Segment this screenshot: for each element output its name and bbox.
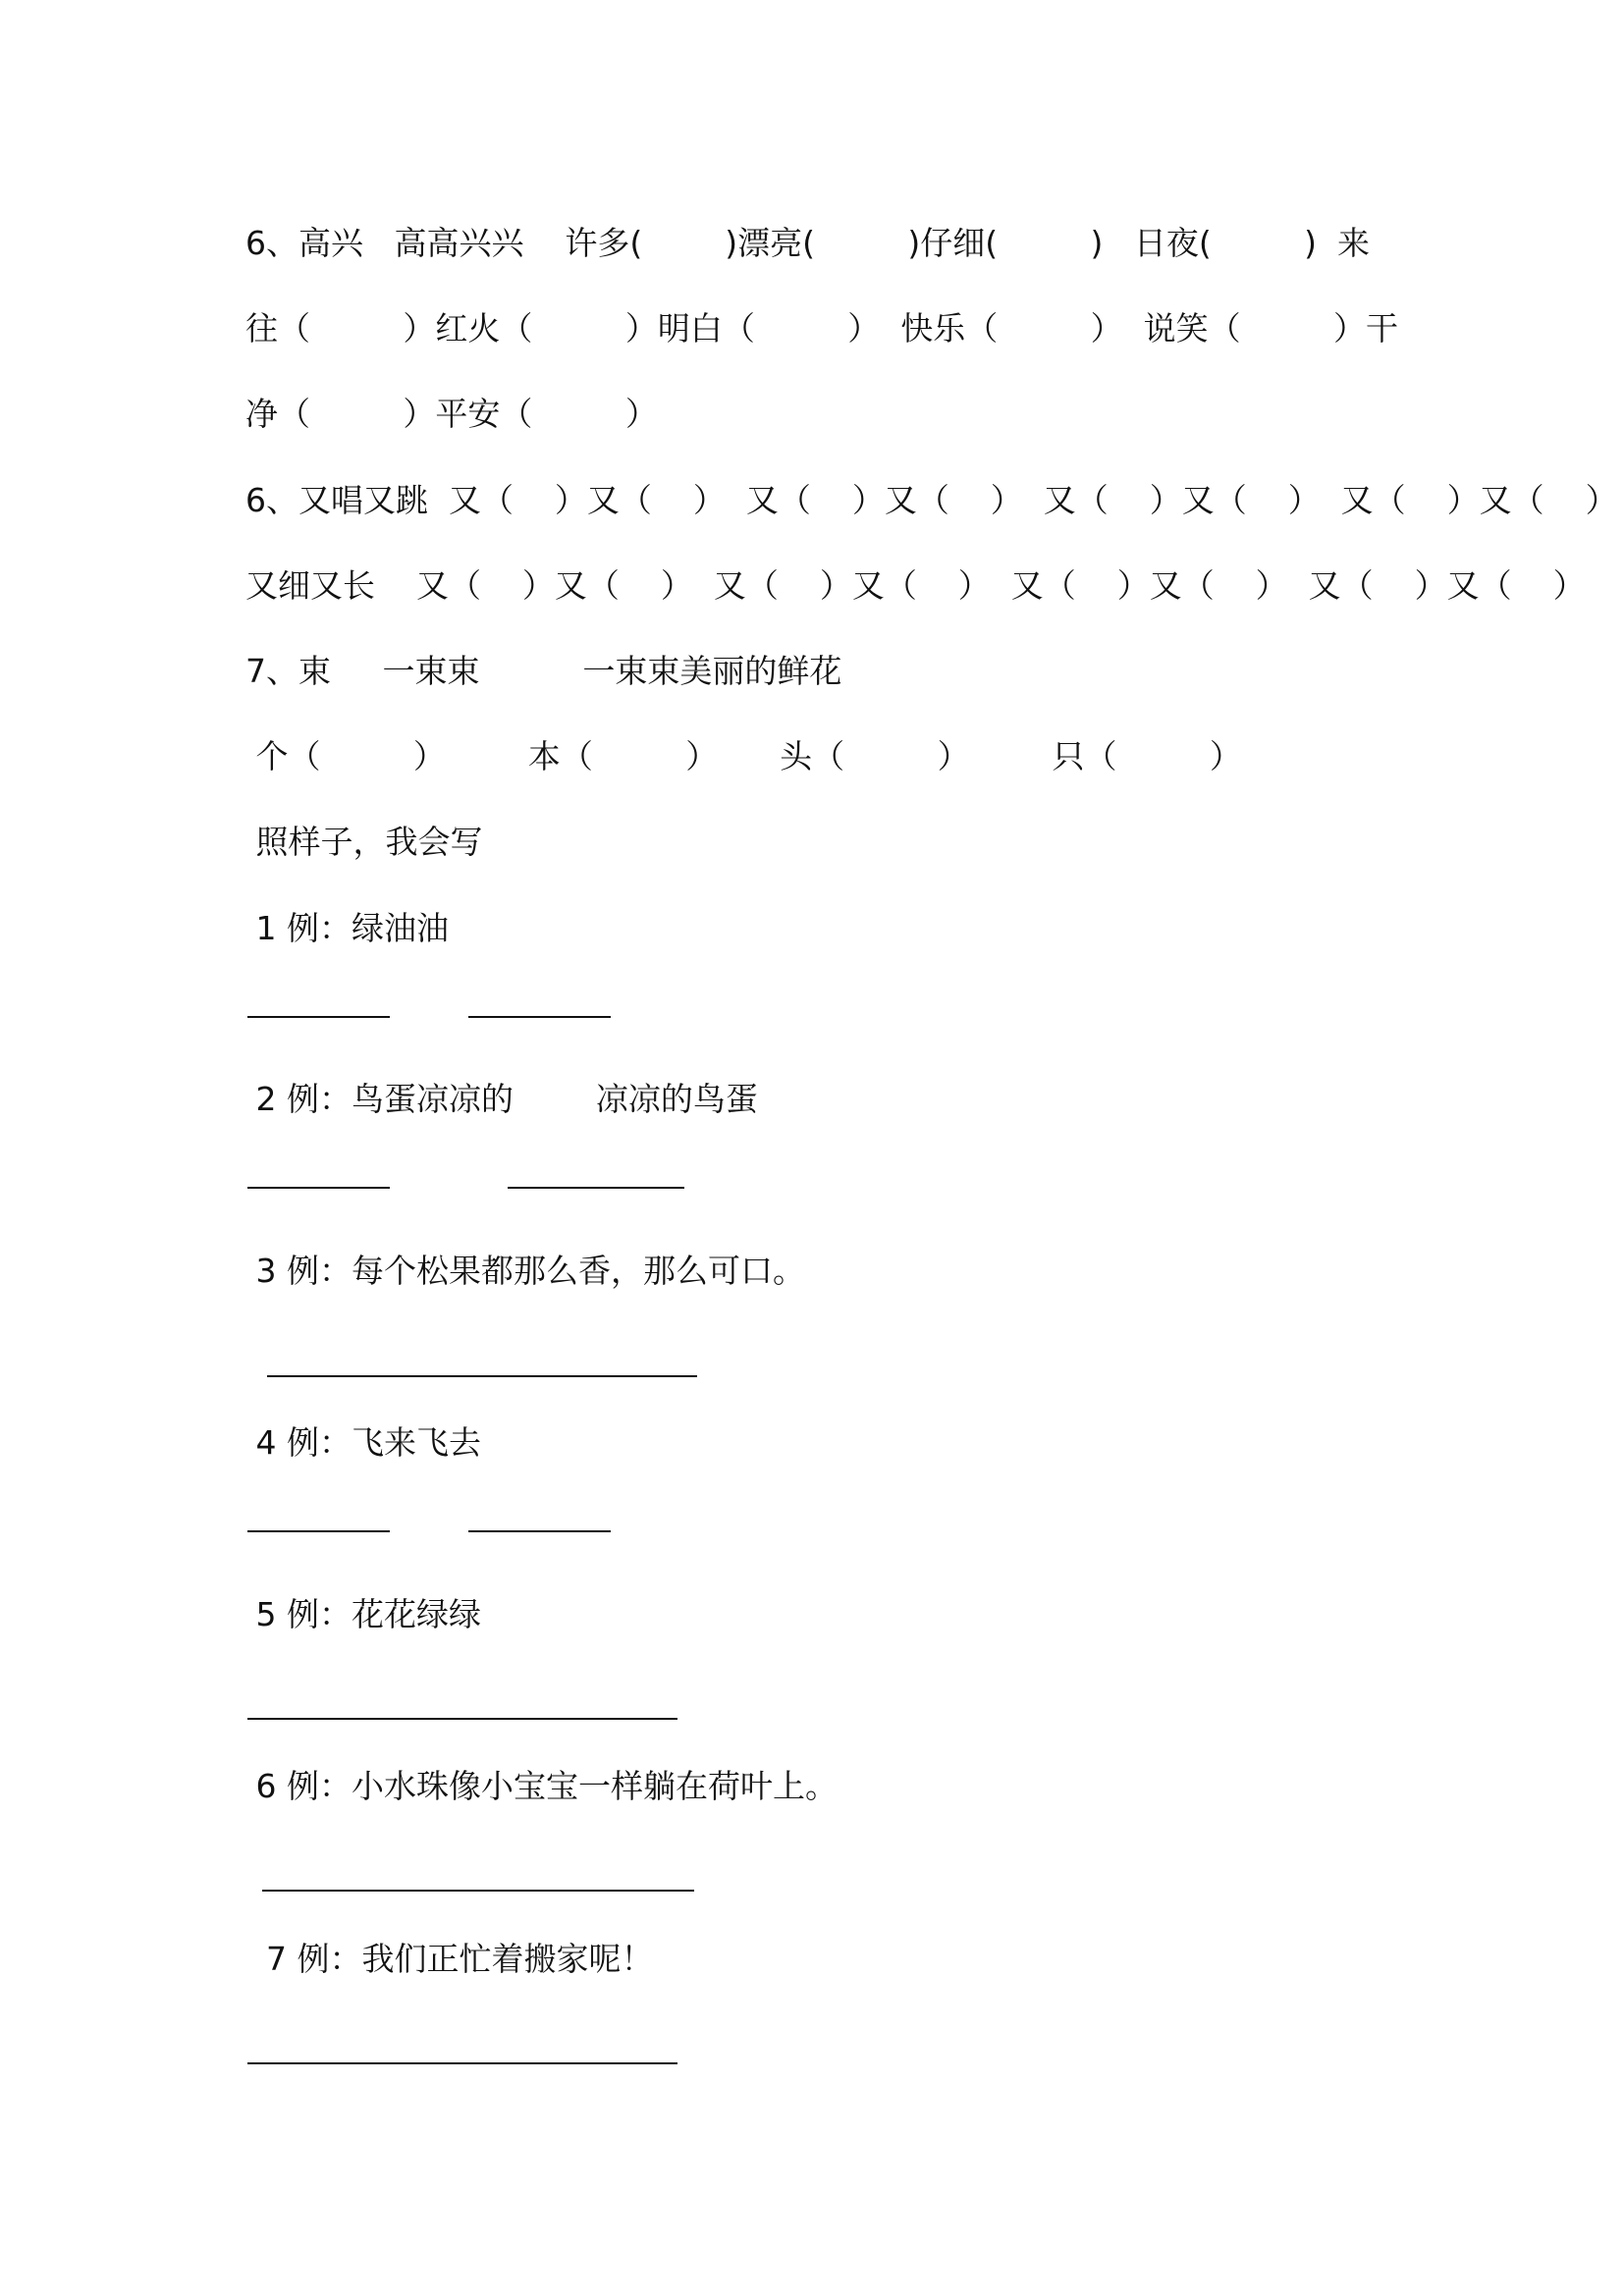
answer-blank-4b[interactable] — [468, 1530, 611, 1532]
you-you-exercise-line-1: 6、又唱又跳 又（ ）又（ ） 又（ ）又（ ） 又（ ）又（ ） 又（ ）又（ ） — [245, 481, 1618, 519]
example-4: 4 例：飞来飞去 — [245, 1423, 481, 1462]
reduplication-exercise-line-2: 往（ ）红火（ ）明白（ ） 快乐（ ） 说笑（ ）干 — [245, 309, 1398, 347]
measure-word-exercise-line-1: 7、束 一束束 一束束美丽的鲜花 — [245, 652, 842, 690]
answer-blank-7[interactable] — [247, 2062, 677, 2064]
example-3: 3 例：每个松果都那么香，那么可口。 — [245, 1252, 805, 1290]
example-5: 5 例：花花绿绿 — [245, 1595, 481, 1633]
answer-blank-3[interactable] — [267, 1375, 697, 1377]
answer-blank-2a[interactable] — [247, 1187, 390, 1189]
example-2: 2 例：鸟蛋凉凉的 凉凉的鸟蛋 — [245, 1080, 758, 1118]
you-you-exercise-line-2: 又细又长 又（ ）又（ ） 又（ ）又（ ） 又（ ）又（ ） 又（ ）又（ ） — [245, 566, 1586, 605]
answer-blank-6[interactable] — [262, 1890, 694, 1892]
reduplication-exercise-line-1: 6、高兴 高高兴兴 许多( )漂亮( )仔细( ) 日夜( ) 来 — [245, 224, 1371, 262]
example-7: 7 例：我们正忙着搬家呢！ — [245, 1940, 654, 1978]
answer-blank-2b[interactable] — [508, 1187, 684, 1189]
reduplication-exercise-line-3: 净（ ）平安（ ） — [245, 395, 658, 433]
answer-blank-1a[interactable] — [247, 1016, 390, 1018]
example-1: 1 例：绿油油 — [245, 909, 449, 947]
answer-blank-4a[interactable] — [247, 1530, 390, 1532]
answer-blank-5[interactable] — [247, 1718, 677, 1720]
answer-blank-1b[interactable] — [468, 1016, 611, 1018]
example-6: 6 例：小水珠像小宝宝一样躺在荷叶上。 — [245, 1767, 838, 1805]
imitate-heading: 照样子，我会写 — [245, 823, 483, 861]
measure-word-exercise-line-2: 个（ ） 本（ ） 头（ ） 只（ ） — [245, 737, 1242, 775]
